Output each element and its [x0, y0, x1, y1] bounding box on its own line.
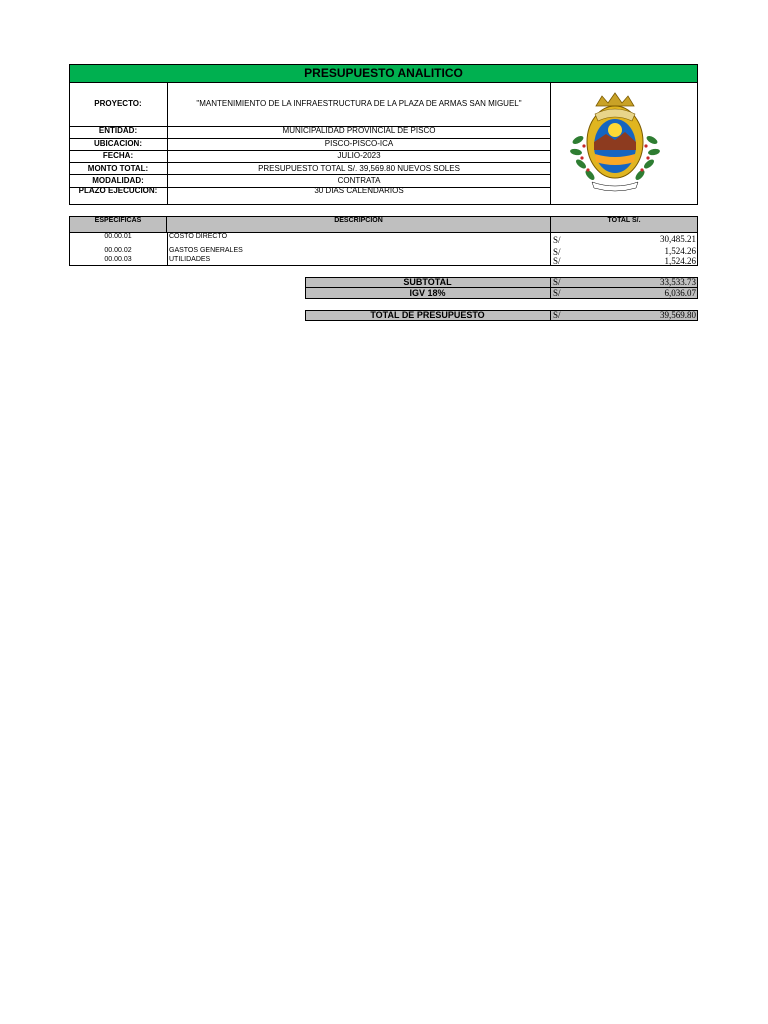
table-row-currency: S/ — [553, 247, 561, 257]
table-row-desc: COSTO DIRECTO — [169, 233, 228, 240]
label-entidad: ENTIDAD: — [98, 126, 138, 135]
table-divider — [167, 232, 168, 266]
total-value: 39,569.80 — [660, 310, 696, 320]
label-ubicacion: UBICACION: — [94, 139, 142, 148]
value-ubicacion: PISCO-PISCO-ICA — [324, 139, 394, 148]
label-proyecto: PROYECTO: — [94, 99, 142, 108]
header-row-line — [69, 162, 551, 163]
table-row-desc: UTILIDADES — [169, 256, 211, 263]
subtotal-currency: S/ — [553, 277, 561, 287]
column-header-descripcion: DESCRIPCION — [167, 216, 551, 233]
value-plazo-ejecucion: 30 DIAS CALENDARIOS — [314, 186, 404, 195]
value-entidad: MUNICIPALIDAD PROVINCIAL DE PISCO — [282, 126, 436, 135]
table-row-amount: 1,524.26 — [664, 246, 696, 256]
value-modalidad: CONTRATA — [337, 176, 381, 185]
table-row-amount: 30,485.21 — [660, 234, 696, 244]
table-row-currency: S/ — [553, 235, 561, 245]
igv-value: 6,036.07 — [664, 288, 696, 298]
label-modalidad: MODALIDAD: — [92, 176, 144, 185]
table-divider — [550, 232, 551, 266]
value-fecha: JULIO-2023 — [337, 151, 381, 160]
label-fecha: FECHA: — [102, 151, 134, 160]
header-row-line — [69, 174, 551, 175]
column-header-especificas: ESPECIFICAS — [69, 216, 167, 233]
label-plazo-ejecucion: PLAZO EJECUCION: — [78, 186, 158, 195]
column-header-total: TOTAL S/. — [550, 216, 698, 233]
subtotal-label: SUBTOTAL — [403, 277, 452, 287]
table-row-code: 00.00.03 — [104, 256, 132, 263]
table-row-code: 00.00.02 — [104, 247, 132, 254]
total-currency: S/ — [553, 310, 561, 320]
table-row-amount: 1,524.26 — [664, 256, 696, 266]
table-row-currency: S/ — [553, 256, 561, 266]
value-proyecto: "MANTENIMIENTO DE LA INFRAESTRUCTURA DE LA PLAZA DE ARMAS SAN MIGUEL" — [196, 99, 522, 108]
igv-currency: S/ — [553, 288, 561, 298]
page-title: PRESUPUESTO ANALITICO — [69, 64, 698, 83]
label-monto-total: MONTO TOTAL: — [87, 164, 149, 173]
total-label: TOTAL DE PRESUPUESTO — [370, 310, 485, 320]
table-row-code: 00.00.01 — [104, 233, 132, 240]
summary-divider — [550, 277, 551, 299]
summary-divider — [550, 310, 551, 321]
table-row-desc: GASTOS GENERALES — [169, 247, 243, 254]
value-monto-total: PRESUPUESTO TOTAL S/. 39,569.80 NUEVOS SOLES — [258, 164, 460, 173]
municipal-emblem-icon — [568, 90, 662, 194]
subtotal-value: 33,533.73 — [660, 277, 696, 287]
igv-label: IGV 18% — [409, 288, 446, 298]
